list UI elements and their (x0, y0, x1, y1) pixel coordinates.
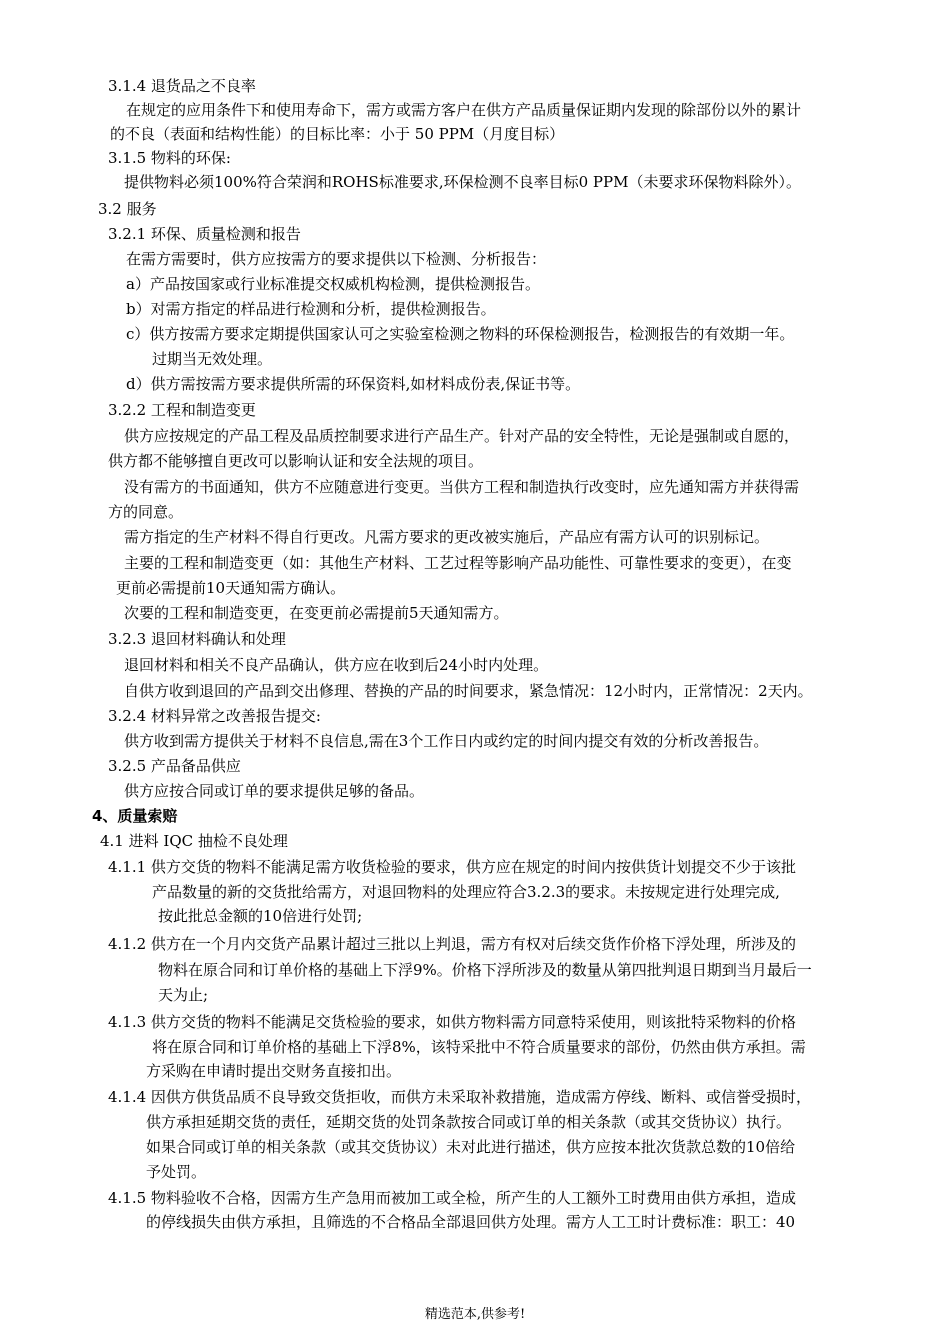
paragraph-line: 方采购在申请时提出交财务直接扣出。 (146, 1062, 402, 1080)
list-item-c: c）供方按需方要求定期提供国家认可之实验室检测之物料的环保检测报告，检测报告的有效期一年。 (126, 325, 795, 343)
paragraph-line: 按此批总金额的10倍进行处罚; (158, 907, 363, 925)
heading-3-2-2: 3.2.2 工程和制造变更 (108, 401, 256, 419)
list-item-b: b）对需方指定的样品进行检测和分析，提供检测报告。 (126, 300, 496, 318)
paragraph-line: 供方收到需方提供关于材料不良信息,需在3个工作日内或约定的时间内提交有效的分析改善报告。 (124, 732, 769, 750)
paragraph-line: 将在原合同和订单价格的基础上下浮8%，该特采批中不符合质量要求的部份，仍然由供方承担。需 (152, 1038, 806, 1056)
heading-3-2-5: 3.2.5 产品备品供应 (108, 757, 241, 775)
clause-4-1-1: 4.1.1 供方交货的物料不能满足需方收货检验的要求，供方应在规定的时间内按供货计划提交不少于该批 (108, 858, 796, 876)
paragraph-line: 次要的工程和制造变更，在变更前必需提前5天通知需方。 (124, 604, 509, 622)
paragraph-line: 的不良（表面和结构性能）的目标比率：小于 50 PPM（月度目标） (110, 125, 565, 143)
paragraph-line: 提供物料必须100%符合荣润和ROHS标准要求,环保检测不良率目标0 PPM（未要求环保物料除外）。 (124, 173, 801, 191)
paragraph-line: 供方应按合同或订单的要求提供足够的备品。 (124, 782, 425, 800)
paragraph-line: 自供方收到退回的产品到交出修理、替换的产品的时间要求，紧急情况：12小时内，正常情况：2天内。 (124, 682, 813, 700)
clause-4-1-4: 4.1.4 因供方供货品质不良导致交货拒收，而供方未采取补救措施，造成需方停线、断料、或信誉受损时， (108, 1088, 811, 1106)
heading-3-2: 3.2 服务 (98, 200, 157, 218)
paragraph-line: 天为止; (158, 986, 209, 1004)
heading-4-1: 4.1 进料 IQC 抽检不良处理 (100, 832, 288, 850)
heading-3-1-5: 3.1.5 物料的环保: (108, 149, 231, 167)
clause-4-1-3: 4.1.3 供方交货的物料不能满足交货检验的要求，如供方物料需方同意特采使用，则该批特采物料的价格 (108, 1013, 796, 1031)
paragraph-line: 没有需方的书面通知，供方不应随意进行变更。当供方工程和制造执行改变时，应先通知需方并获得需 (124, 478, 800, 496)
paragraph-line: 在需方需要时，供方应按需方的要求提供以下检测、分析报告： (126, 250, 547, 268)
heading-4: 4、质量索赔 (92, 807, 178, 825)
list-item-c-continued: 过期当无效处理。 (152, 350, 273, 368)
paragraph-line: 退回材料和相关不良产品确认，供方应在收到后24小时内处理。 (124, 656, 549, 674)
paragraph-line: 供方都不能够擅自更改可以影响认证和安全法规的项目。 (108, 452, 484, 470)
paragraph-line: 供方应按规定的产品工程及品质控制要求进行产品生产。针对产品的安全特性，无论是强制或自愿的， (124, 427, 800, 445)
paragraph-line: 的停线损失由供方承担，且筛选的不合格品全部退回供方处理。需方人工工时计费标准：职工：40 (146, 1213, 796, 1231)
list-item-d: d）供方需按需方要求提供所需的环保资料,如材料成份表,保证书等。 (126, 375, 581, 393)
heading-3-2-1: 3.2.1 环保、质量检测和报告 (108, 225, 301, 243)
paragraph-line: 如果合同或订单的相关条款（或其交货协议）未对此进行描述，供方应按本批次货款总数的10倍给 (146, 1138, 796, 1156)
clause-4-1-5: 4.1.5 物料验收不合格，因需方生产急用而被加工或全检，所产生的人工额外工时费用由供方承担，造成 (108, 1189, 796, 1207)
paragraph-line: 主要的工程和制造变更（如：其他生产材料、工艺过程等影响产品功能性、可靠性要求的变更），在变 (124, 554, 792, 572)
heading-3-1-4: 3.1.4 退货品之不良率 (108, 77, 256, 95)
paragraph-line: 需方指定的生产材料不得自行更改。凡需方要求的更改被实施后，产品应有需方认可的识别标记。 (124, 528, 770, 546)
heading-3-2-3: 3.2.3 退回材料确认和处理 (108, 630, 286, 648)
paragraph-line: 更前必需提前10天通知需方确认。 (116, 579, 346, 597)
paragraph-line: 在规定的应用条件下和使用寿命下，需方或需方客户在供方产品质量保证期内发现的除部份以外的累计 (126, 101, 802, 119)
paragraph-line: 予处罚。 (146, 1163, 207, 1181)
paragraph-line: 物料在原合同和订单价格的基础上下浮9%。价格下浮所涉及的数量从第四批判退日期到当月最后一 (158, 961, 812, 979)
heading-3-2-4: 3.2.4 材料异常之改善报告提交: (108, 707, 321, 725)
paragraph-line: 方的同意。 (108, 503, 184, 521)
paragraph-line: 产品数量的新的交货批给需方，对退回物料的处理应符合3.2.3的要求。未按规定进行处理完成, (152, 883, 780, 901)
page-footer: 精选范本,供参考! (424, 1307, 526, 1322)
list-item-a: a）产品按国家或行业标准提交权威机构检测，提供检测报告。 (126, 275, 540, 293)
clause-4-1-2: 4.1.2 供方在一个月内交货产品累计超过三批以上判退，需方有权对后续交货作价格下浮处理，所涉及的 (108, 935, 796, 953)
paragraph-line: 供方承担延期交货的责任，延期交货的处罚条款按合同或订单的相关条款（或其交货协议）执行。 (146, 1113, 792, 1131)
